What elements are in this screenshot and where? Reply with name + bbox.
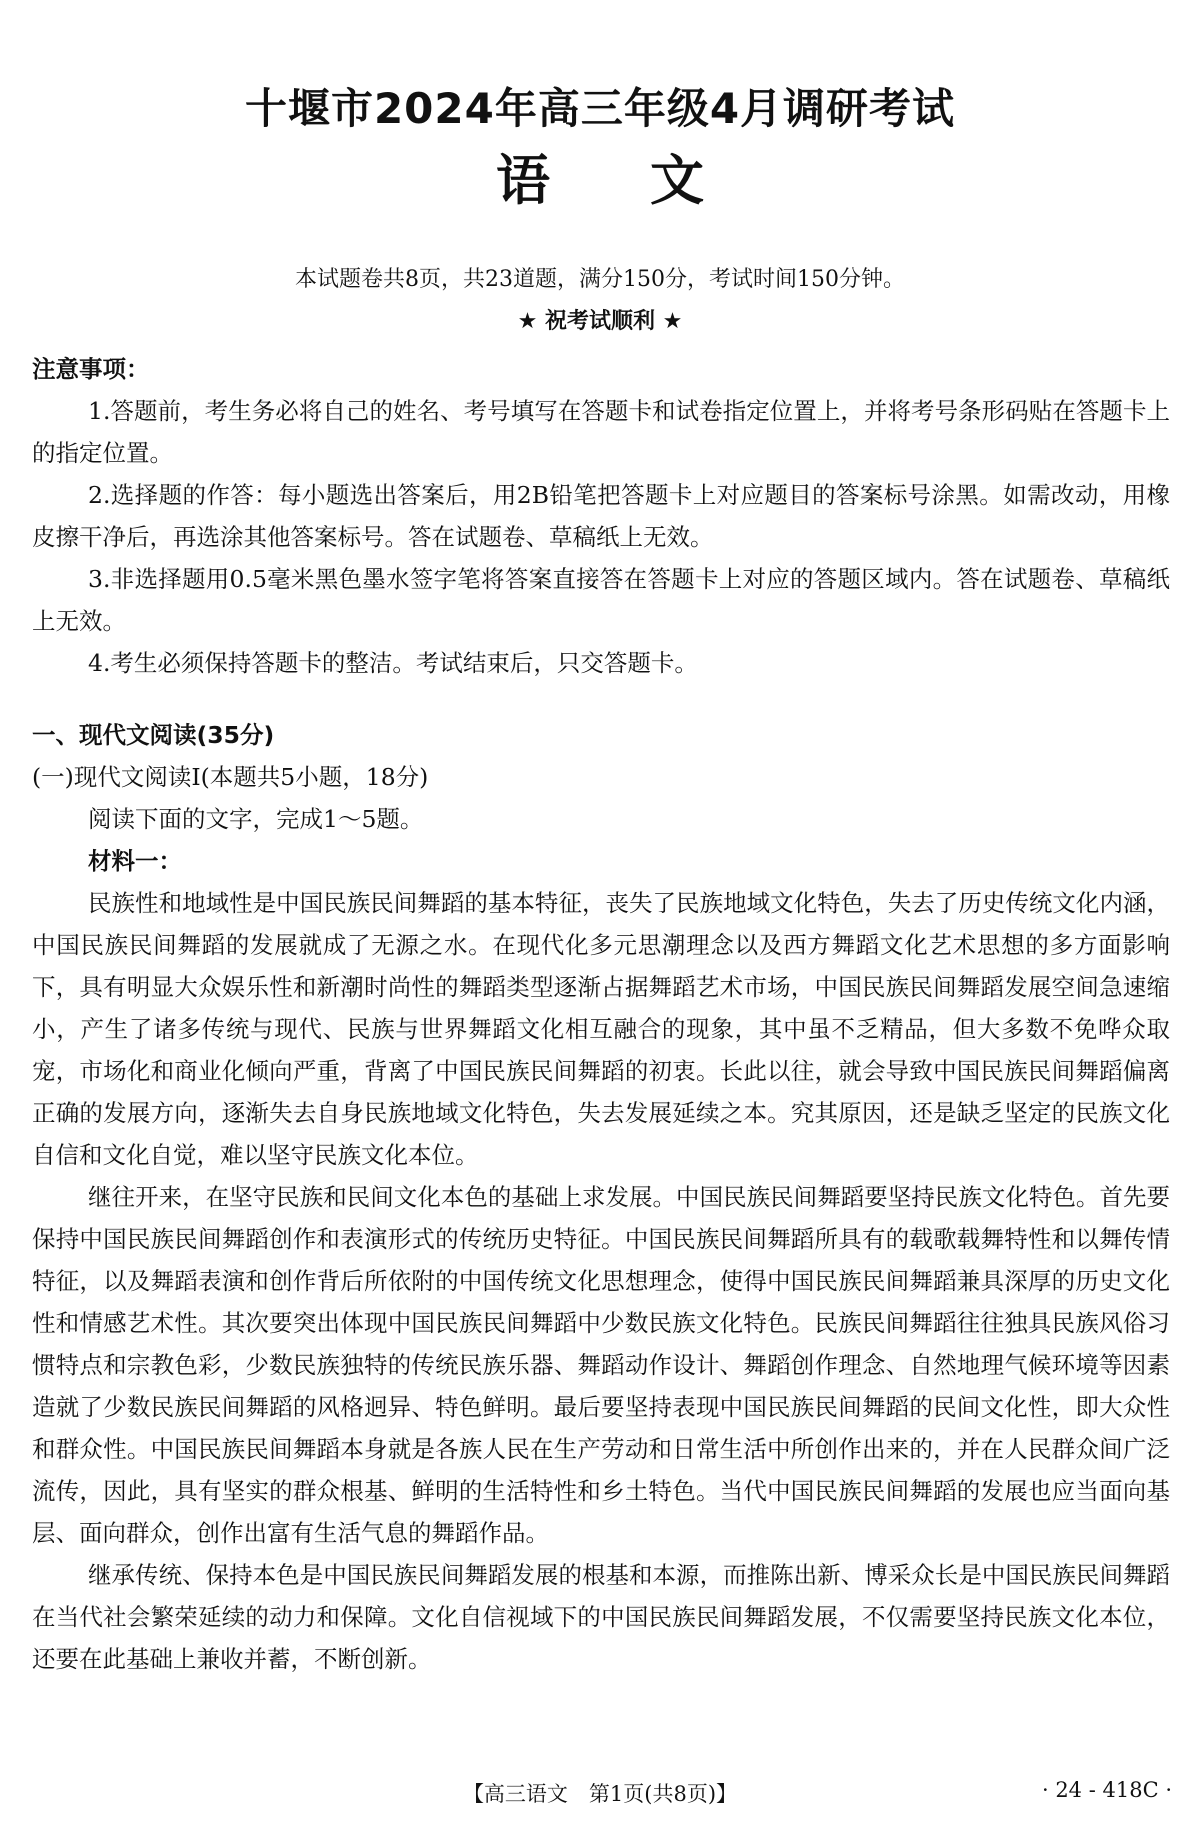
paper-code: · 24 - 418C · [1041, 1778, 1172, 1802]
subsection-heading: (一)现代文阅读Ⅰ(本题共5小题，18分) [32, 763, 429, 791]
passage-paragraph: 继承传统、保持本色是中国民族民间舞蹈发展的根基和本源，而推陈出新、博采众长是中国民族民间舞蹈在当代社会繁荣延续的动力和保障。文化自信视域下的中国民族民间舞蹈发展，不仅需要坚持民族文化本位，还要在此基础上兼收并蓄，不断创新。 [32, 1561, 1170, 1673]
note-item: 1.答题前，考生务必将自己的姓名、考号填写在答题卡和试卷指定位置上，并将考号条形码贴在答题卡上的指定位置。 [32, 397, 1170, 467]
section-heading: 一、现代文阅读(35分) [32, 721, 275, 749]
page-number: 【高三语文 第1页(共8页)】 [462, 1782, 738, 1806]
reading-instruction: 阅读下面的文字，完成1～5题。 [88, 805, 424, 833]
spacer [32, 684, 1170, 714]
note-item: 4.考生必须保持答题卡的整洁。考试结束后，只交答题卡。 [88, 649, 698, 677]
note-item: 3.非选择题用0.5毫米黑色墨水签字笔将答案直接答在答题卡上对应的答题区域内。答在试题卷、草稿纸上无效。 [32, 565, 1170, 635]
passage-paragraph: 继往开来，在坚守民族和民间文化本色的基础上求发展。中国民族民间舞蹈要坚持民族文化特色。首先要保持中国民族民间舞蹈创作和表演形式的传统历史特征。中国民族民间舞蹈所具有的载歌载舞特性和以舞传情特征，以及舞蹈表演和创作背后所依附的中国传统文化思想理念，使得中国民族民间舞蹈兼具深厚的历史文化性和情感艺术性。其次要突出体现中国民族民间舞蹈中少数民族文化特色。民族民间舞蹈往往独具民族风俗习惯特点和宗教色彩，少数民族独特的传统民族乐器、舞蹈动作设计、舞蹈创作理念、自然地理气候环境等因素造就了少数民族民间舞蹈的风格迥异、特色鲜明。最后要坚持表现中国民族民间舞蹈的民间文化性，即大众性和群众性。中国民族民间舞蹈本身就是各族人民在生产劳动和日常生活中所创作出来的，并在人民群众间广泛流传，因此，具有坚实的群众根基、鲜明的生活特性和乡土特色。当代中国民族民间舞蹈的发展也应当面向基层、面向群众，创作出富有生活气息的舞蹈作品。 [32, 1183, 1170, 1547]
main-content [32, 348, 1170, 1680]
exam-meta: 本试题卷共8页，共23道题，满分150分，考试时间150分钟。 [295, 267, 905, 292]
exam-title: 十堰市2024年高三年级4月调研考试 [244, 84, 956, 133]
page-footer [0, 1778, 1200, 1808]
passage-paragraph: 民族性和地域性是中国民族民间舞蹈的基本特征，丧失了民族地域文化特色，失去了历史传统文化内涵，中国民族民间舞蹈的发展就成了无源之水。在现代化多元思潮理念以及西方舞蹈文化艺术思想的多方面影响下，具有明显大众娱乐性和新潮时尚性的舞蹈类型逐渐占据舞蹈艺术市场，中国民族民间舞蹈发展空间急速缩小，产生了诸多传统与现代、民族与世界舞蹈文化相互融合的现象，其中虽不乏精品，但大多数不免哗众取宠，市场化和商业化倾向严重，背离了中国民族民间舞蹈的初衷。长此以往，就会导致中国民族民间舞蹈偏离正确的发展方向，逐渐失去自身民族地域文化特色，失去发展延续之本。究其原因，还是缺乏坚定的民族文化自信和文化自觉，难以坚守民族文化本位。 [32, 889, 1170, 1169]
good-luck-line: ★ 祝考试顺利 ★ [517, 309, 683, 334]
notes-heading: 注意事项： [32, 355, 150, 383]
material-label: 材料一： [88, 847, 182, 875]
note-item: 2.选择题的作答：每小题选出答案后，用2B铅笔把答题卡上对应题目的答案标号涂黑。如需改动，用橡皮擦干净后，再选涂其他答案标号。答在试题卷、草稿纸上无效。 [32, 481, 1170, 551]
subject-title: 语文 [496, 149, 804, 212]
